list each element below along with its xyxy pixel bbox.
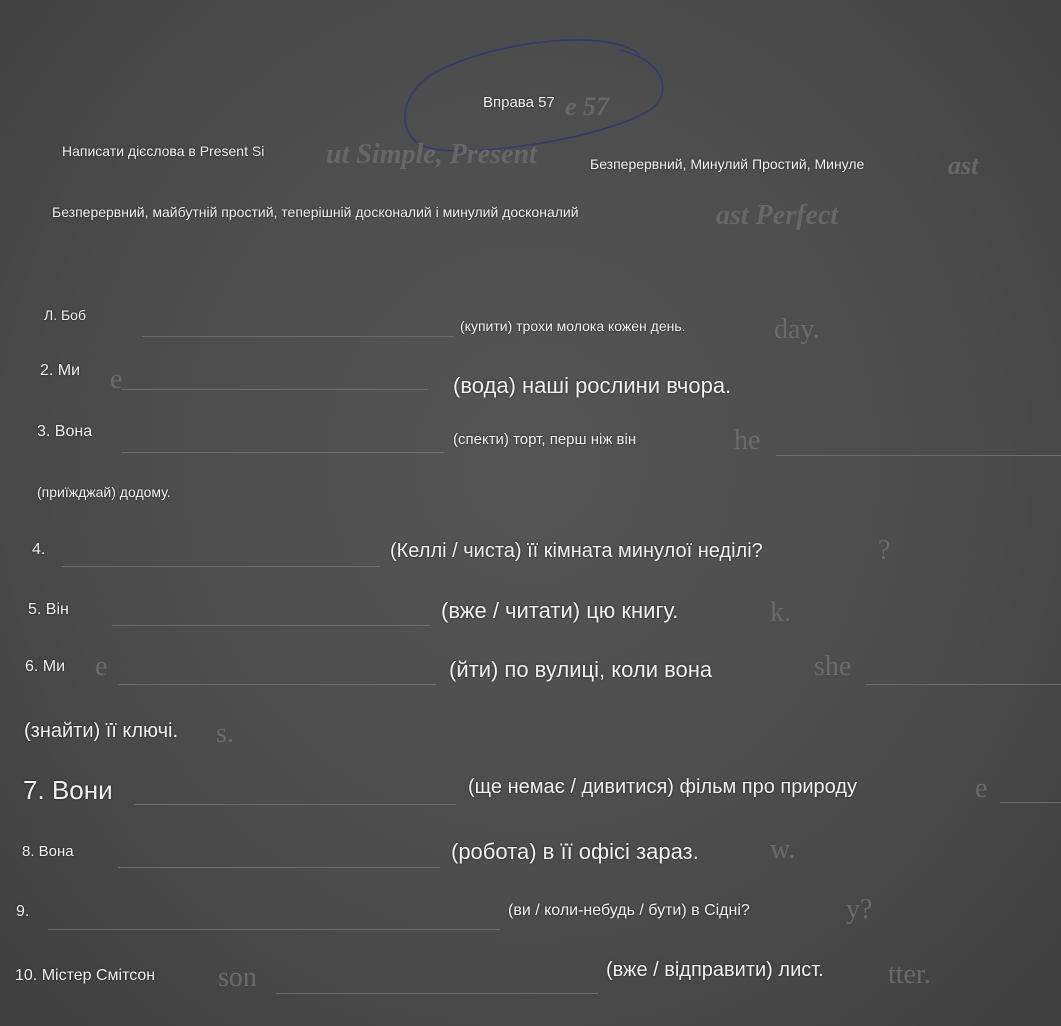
- ghost-e3: he: [734, 425, 761, 456]
- answer-line-7b: [1000, 802, 1061, 803]
- answer-line-3: [122, 452, 444, 453]
- exercise-9-text: (ви / коли-небудь / бути) в Сідні?: [508, 902, 750, 919]
- ghost-e9: y?: [846, 894, 873, 925]
- ghost-e8: w.: [770, 834, 796, 865]
- exercise-7-text: (ще немає / дивитися) фільм про природу: [468, 776, 858, 798]
- instruction-line-1: Написати дієслова в Present Si: [62, 143, 265, 159]
- answer-line-5: [112, 625, 430, 626]
- exercise-3-continuation: (приїжджай) додому.: [37, 484, 171, 500]
- exercise-3-label: 3. Вона: [37, 423, 93, 440]
- answer-line-10: [276, 993, 598, 994]
- answer-line-9: [48, 929, 500, 930]
- answer-line-3b: [776, 455, 1061, 456]
- ghost-e6a: e: [95, 651, 108, 682]
- exercise-1-text: (купити) трохи молока кожен день.: [460, 318, 686, 334]
- ghost-line1-end: ast: [948, 151, 979, 180]
- instruction-line-2: Безперервний, майбутній простий, теперішній досконалий і минулий досконалий: [52, 204, 579, 220]
- ghost-e5: k.: [770, 597, 791, 628]
- ghost-e10a: son: [218, 962, 257, 993]
- exercise-3-text: (спекти) торт, перш ніж він: [453, 431, 637, 448]
- ghost-e2: e: [110, 364, 123, 395]
- ghost-line2: ast Perfect: [716, 200, 839, 231]
- exercise-4-text: (Келлі / чиста) її кімната минулої неділі?: [390, 540, 763, 562]
- exercise-6-continuation: (знайти) її ключі.: [24, 720, 179, 742]
- exercise-5-text: (вже / читати) цю книгу.: [441, 598, 679, 623]
- exercise-4-label: 4.: [32, 541, 46, 558]
- exercise-6-label: 6. Ми: [25, 658, 66, 675]
- exercise-9-label: 9.: [16, 903, 30, 920]
- exercise-10-text: (вже / відправити) лист.: [606, 959, 824, 981]
- instruction-line-1b: Безперервний, Минулий Простий, Минуле: [590, 156, 865, 172]
- answer-line-1: [142, 336, 454, 337]
- ghost-e6b: she: [814, 651, 852, 682]
- answer-line-4: [62, 566, 380, 567]
- ghost-e10b: tter.: [888, 959, 931, 990]
- ghost-e4: ?: [878, 535, 891, 566]
- answer-line-8: [118, 867, 440, 868]
- answer-line-6: [118, 684, 436, 685]
- exercise-2-label: 2. Ми: [40, 362, 81, 379]
- exercise-title: Вправа 57: [483, 94, 555, 111]
- answer-line-7: [134, 804, 456, 805]
- exercise-6-text: (йти) по вулиці, коли вона: [449, 657, 713, 682]
- answer-line-2: [122, 389, 428, 390]
- exercise-10-label: 10. Містер Смітсон: [15, 967, 156, 984]
- exercise-1-label: Л. Боб: [44, 307, 86, 323]
- exercise-5-label: 5. Він: [28, 601, 69, 618]
- exercise-7-label: 7. Вони: [23, 775, 113, 805]
- ghost-e1: day.: [774, 314, 820, 345]
- ghost-e7: e: [975, 773, 988, 804]
- ghost-line1: ut Simple, Present: [326, 139, 537, 170]
- exercise-8-text: (робота) в її офісі зараз.: [451, 839, 699, 864]
- exercise-8-label: 8. Вона: [22, 843, 74, 860]
- answer-line-6b: [866, 684, 1061, 685]
- ghost-e6c: s.: [216, 718, 234, 749]
- exercise-2-text: (вода) наші рослини вчора.: [453, 373, 732, 398]
- ghost-title: e 57: [565, 92, 610, 121]
